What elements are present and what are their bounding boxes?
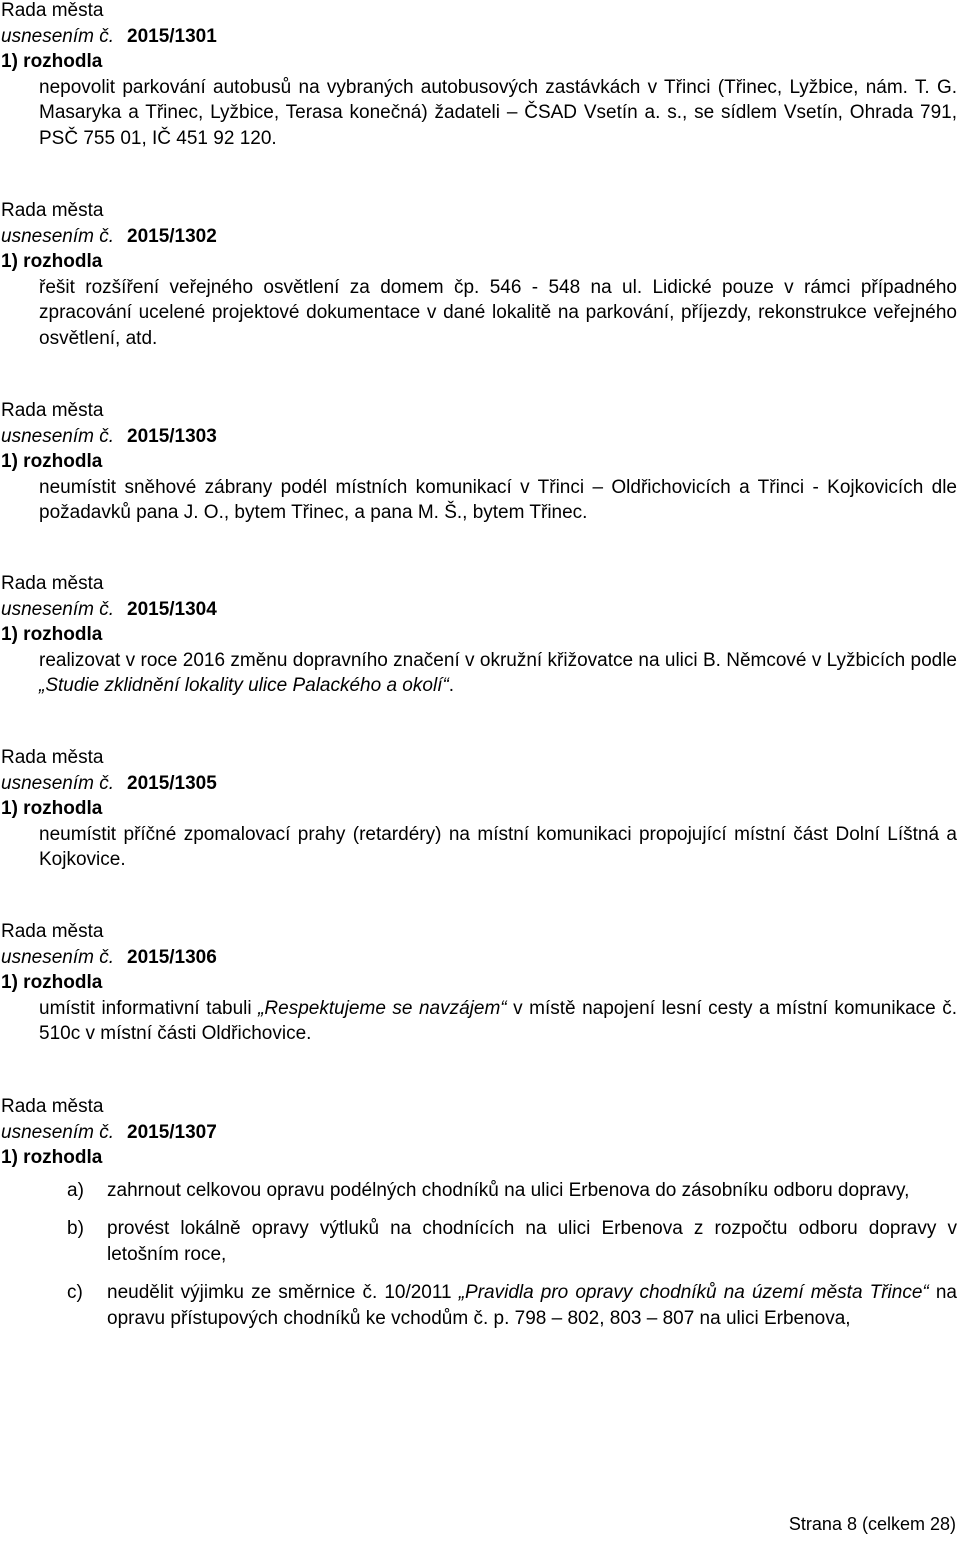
resolution-text: neumístit příčné zpomalovací prahy (retardéry) na místní komunikaci propojující místní část Dolní Líštná a Kojkovice. — [39, 823, 957, 870]
decision-label: 1) rozhodla — [1, 251, 103, 272]
resolution-id: 2015/1303 — [127, 425, 217, 447]
council-heading: Rada města — [1, 0, 104, 21]
sign-title: „Respektujeme se navzájem“ — [258, 997, 507, 1019]
resolution-text — [39, 996, 957, 1047]
resolution-label: usnesením č. — [1, 946, 114, 968]
resolution-id: 2015/1305 — [127, 772, 217, 794]
resolution-label: usnesením č. — [1, 225, 114, 247]
resolution-id: 2015/1306 — [127, 946, 217, 968]
council-heading: Rada města — [1, 400, 104, 421]
resolution-label: usnesením č. — [1, 772, 114, 794]
resolution-2015-1305 — [0, 745, 960, 873]
resolution-2015-1307 — [0, 1094, 960, 1344]
resolution-item-list — [67, 1178, 957, 1332]
decision-label: 1) rozhodla — [1, 624, 103, 645]
resolution-number — [0, 424, 960, 450]
list-item-text-end: na opravu přístupových chodníků ke vchodům č. p. 798 – 802, 803 – 807 na ulici Erbenova, — [107, 1282, 957, 1329]
resolution-number — [0, 771, 960, 797]
resolution-text-start: umístit informativní tabuli — [39, 997, 259, 1019]
resolution-text — [39, 648, 957, 699]
resolution-text-start: realizovat v roce 2016 změnu dopravního značení v okružní křižovatce na ulici B. Němcové v Lyžbicích podle — [39, 649, 957, 671]
resolution-number — [0, 24, 960, 50]
resolution-number — [0, 945, 960, 971]
list-item — [67, 1178, 957, 1204]
resolution-label: usnesením č. — [1, 425, 114, 447]
list-item-label: a) — [67, 1179, 84, 1201]
resolution-id: 2015/1307 — [127, 1121, 217, 1143]
council-heading: Rada města — [1, 573, 104, 594]
resolution-text: řešit rozšíření veřejného osvětlení za domem čp. 546 - 548 na ul. Lidické pouze v rámci případného zpracování ucelené projektové dokumentace v dané lokalitě na parkování, příjezdy, rekonstrukce veřejného osvětlení, atd. — [39, 276, 957, 349]
resolution-number — [0, 597, 960, 623]
resolution-number — [0, 1120, 960, 1146]
resolution-2015-1303 — [0, 398, 960, 526]
council-heading: Rada města — [1, 921, 104, 942]
list-item-text-start: neudělit výjimku ze směrnice č. 10/2011 — [107, 1282, 459, 1303]
list-item-text: provést lokálně opravy výtluků na chodnících na ulici Erbenova z rozpočtu odboru dopravy v letošním roce, — [107, 1218, 957, 1265]
decision-label: 1) rozhodla — [1, 972, 103, 993]
decision-label: 1) rozhodla — [1, 1147, 103, 1168]
list-item — [67, 1280, 957, 1331]
list-item — [67, 1216, 957, 1267]
directive-title: „Pravidla pro opravy chodníků na území města Třince“ — [458, 1282, 929, 1303]
decision-label: 1) rozhodla — [1, 451, 103, 472]
resolution-id: 2015/1302 — [127, 225, 217, 247]
resolution-id: 2015/1304 — [127, 598, 217, 620]
council-heading: Rada města — [1, 200, 104, 221]
resolution-2015-1301 — [0, 0, 960, 151]
page-number: Strana 8 (celkem 28) — [788, 1514, 956, 1534]
resolution-2015-1306 — [0, 919, 960, 1047]
resolution-text: nepovolit parkování autobusů na vybraných autobusových zastávkách v Třinci (Třinec, Lyžbice, nám. T. G. Masaryka a Třinec, Lyžbice, Terasa konečná) žadateli – ČSAD Vsetín a. s., se sídlem Vsetín, Ohrada 791, PSČ 755 01, IČ 451 92 120. — [39, 76, 957, 149]
resolution-text-end: . — [448, 675, 455, 696]
resolution-label: usnesením č. — [1, 598, 114, 620]
council-heading: Rada města — [1, 1096, 104, 1117]
resolution-text-end: v místě napojení lesní cesty a místní komunikace č. 510c v místní části Oldřichovice. — [39, 997, 957, 1044]
decision-label: 1) rozhodla — [1, 51, 103, 72]
resolution-2015-1302 — [0, 198, 960, 351]
resolution-label: usnesením č. — [1, 1121, 114, 1143]
list-item-text: zahrnout celkovou opravu podélných chodníků na ulici Erbenova do zásobníku odboru dopravy, — [107, 1179, 910, 1201]
decision-label: 1) rozhodla — [1, 798, 103, 819]
resolution-2015-1304 — [0, 571, 960, 699]
resolution-text: neumístit sněhové zábrany podél místních komunikací v Třinci – Oldřichovicích a Třinci - Kojkovicích dle požadavků pana J. O., bytem Třinec, a pana M. Š., bytem Třinec. — [39, 476, 957, 523]
resolution-number — [0, 224, 960, 250]
list-item-label: c) — [67, 1282, 83, 1303]
list-item-label: b) — [67, 1218, 84, 1239]
council-heading: Rada města — [1, 747, 104, 768]
study-title: „Studie zklidnění lokality ulice Palackého a okolí“ — [39, 675, 449, 696]
resolution-id: 2015/1301 — [127, 25, 217, 47]
resolution-label: usnesením č. — [1, 25, 114, 47]
